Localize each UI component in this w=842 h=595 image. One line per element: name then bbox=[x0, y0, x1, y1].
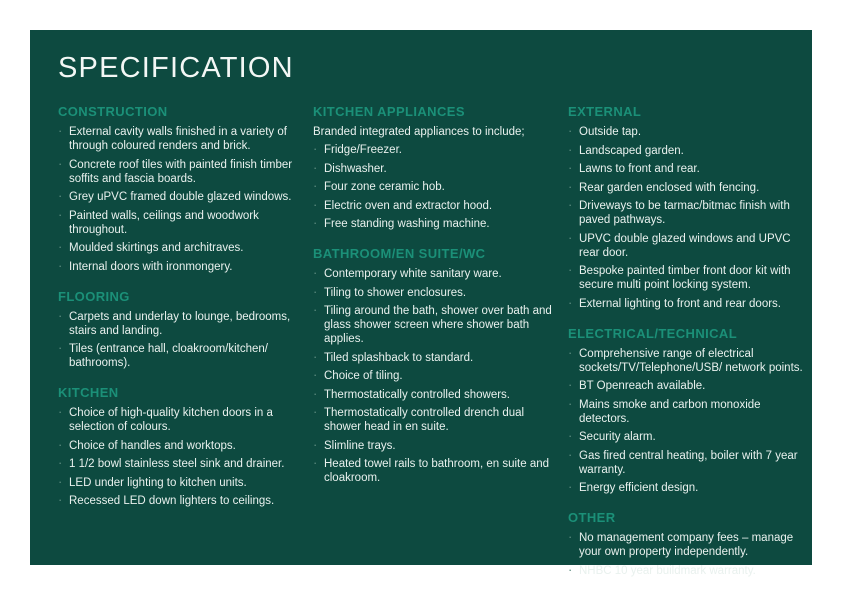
spec-item bbox=[568, 379, 807, 393]
specification-page-card bbox=[30, 30, 812, 577]
spec-item bbox=[568, 395, 807, 426]
bullet-icon: · bbox=[313, 367, 318, 383]
spec-item bbox=[568, 229, 807, 260]
spec-item bbox=[313, 159, 552, 176]
spec-item-text: Gas fired central heating, boiler with 7 year warranty. bbox=[579, 449, 798, 476]
spec-item bbox=[313, 406, 552, 434]
spec-item bbox=[568, 561, 807, 578]
bullet-icon: · bbox=[568, 178, 573, 194]
bullet-icon: · bbox=[313, 159, 318, 175]
spec-item-text: Choice of handles and worktops. bbox=[69, 439, 236, 452]
bullet-icon: · bbox=[313, 141, 318, 157]
bullet-icon: · bbox=[568, 446, 573, 462]
spec-item bbox=[313, 267, 552, 281]
spec-item-text: Landscaped garden. bbox=[579, 144, 684, 157]
spec-item bbox=[58, 241, 297, 255]
spec-item bbox=[313, 348, 552, 365]
spec-item-text: Bespoke painted timber front door kit with secure multi point locking system. bbox=[579, 265, 791, 292]
bullet-icon: · bbox=[313, 283, 318, 299]
bullet-icon: · bbox=[58, 492, 63, 508]
spec-item-text: Tiling around the bath, shower over bath and glass shower screen where shower bath applies. bbox=[324, 305, 552, 346]
spec-item-text: Choice of tiling. bbox=[324, 370, 403, 383]
bullet-icon: · bbox=[568, 428, 573, 444]
spec-item-text: Lawns to front and rear. bbox=[579, 163, 700, 176]
spec-list bbox=[58, 125, 297, 274]
spec-item bbox=[313, 369, 552, 383]
spec-column-1 bbox=[58, 104, 297, 523]
spec-section bbox=[58, 385, 297, 508]
bullet-icon: · bbox=[58, 239, 63, 255]
section-heading: KITCHEN APPLIANCES bbox=[313, 104, 465, 120]
spec-item-text: Grey uPVC framed double glazed windows. bbox=[69, 191, 292, 204]
spec-item bbox=[313, 436, 552, 453]
spec-item bbox=[568, 344, 807, 375]
spec-item-text: Driveways to be tarmac/bitmac finish with paved pathways. bbox=[579, 200, 790, 227]
spec-item bbox=[568, 531, 807, 559]
spec-item bbox=[58, 473, 297, 490]
bullet-icon: · bbox=[568, 294, 573, 310]
spec-column-2 bbox=[313, 104, 552, 500]
spec-item-text: External lighting to front and rear doors. bbox=[579, 297, 782, 310]
spec-item bbox=[568, 178, 807, 195]
spec-item bbox=[313, 180, 552, 194]
spec-list bbox=[58, 307, 297, 371]
bullet-icon: · bbox=[568, 529, 573, 545]
spec-item bbox=[568, 162, 807, 176]
spec-item bbox=[58, 307, 297, 338]
spec-item-text: Outside tap. bbox=[579, 126, 642, 139]
bullet-icon: · bbox=[313, 385, 318, 401]
spec-list bbox=[313, 267, 552, 485]
bullet-icon: · bbox=[313, 436, 318, 452]
spec-item-text: Thermostatically controlled drench dual shower head in en suite. bbox=[324, 407, 525, 434]
bullet-icon: · bbox=[568, 141, 573, 157]
spec-item-text: Fridge/Freezer. bbox=[324, 144, 402, 157]
spec-item bbox=[58, 190, 297, 204]
spec-item bbox=[58, 406, 297, 434]
spec-item-text: Choice of high-quality kitchen doors in a selection of colours. bbox=[69, 407, 273, 434]
spec-item-text: Slimline trays. bbox=[324, 439, 396, 452]
spec-section bbox=[568, 510, 807, 578]
section-heading: ELECTRICAL/TECHNICAL bbox=[568, 325, 738, 341]
spec-item-text: Moulded skirtings and architraves. bbox=[69, 242, 244, 255]
spec-section bbox=[568, 326, 807, 496]
spec-item bbox=[58, 155, 297, 186]
spec-item-text: Contemporary white sanitary ware. bbox=[324, 268, 502, 281]
bullet-icon: · bbox=[58, 155, 63, 171]
spec-item bbox=[568, 125, 807, 139]
section-heading: OTHER bbox=[568, 510, 616, 526]
bullet-icon: · bbox=[58, 404, 63, 420]
bullet-icon: · bbox=[568, 123, 573, 139]
spec-item-text: Energy efficient design. bbox=[579, 482, 699, 495]
bullet-icon: · bbox=[568, 561, 573, 577]
bullet-icon: · bbox=[313, 215, 318, 231]
bullet-icon: · bbox=[568, 262, 573, 278]
bullet-icon: · bbox=[58, 455, 63, 471]
bullet-icon: · bbox=[58, 206, 63, 222]
spec-list bbox=[313, 143, 552, 231]
spec-item bbox=[58, 206, 297, 237]
bullet-icon: · bbox=[568, 197, 573, 213]
bullet-icon: · bbox=[568, 160, 573, 176]
spec-list bbox=[58, 406, 297, 508]
spec-item-text: Internal doors with ironmongery. bbox=[69, 260, 233, 273]
spec-column-3 bbox=[568, 104, 807, 593]
spec-list bbox=[568, 125, 807, 311]
spec-item bbox=[58, 494, 297, 508]
section-heading: BATHROOM/EN SUITE/WC bbox=[313, 246, 486, 262]
columns bbox=[58, 104, 803, 593]
section-heading: FLOORING bbox=[58, 288, 130, 304]
spec-item-text: Recessed LED down lighters to ceilings. bbox=[69, 495, 275, 508]
spec-section bbox=[313, 246, 552, 485]
spec-item bbox=[58, 457, 297, 471]
spec-item-text: Tiling to shower enclosures. bbox=[324, 286, 467, 299]
spec-item-text: Mains smoke and carbon monoxide detectors. bbox=[579, 398, 761, 425]
bullet-icon: · bbox=[568, 344, 573, 360]
spec-item bbox=[568, 446, 807, 477]
spec-section bbox=[313, 104, 552, 231]
spec-item-text: Rear garden enclosed with fencing. bbox=[579, 181, 760, 194]
spec-item bbox=[313, 457, 552, 485]
spec-item-text: BT Openreach available. bbox=[579, 380, 706, 393]
spec-item-text: Security alarm. bbox=[579, 431, 656, 444]
bullet-icon: · bbox=[568, 395, 573, 411]
spec-item-text: Electric oven and extractor hood. bbox=[324, 199, 493, 212]
spec-item-text: Tiles (entrance hall, cloakroom/kitchen/ bathrooms). bbox=[69, 343, 268, 370]
spec-item bbox=[313, 217, 552, 231]
spec-item-text: Dishwasher. bbox=[324, 162, 387, 175]
spec-item bbox=[568, 294, 807, 311]
bullet-icon: · bbox=[568, 377, 573, 393]
spec-item-text: Carpets and underlay to lounge, bedrooms, stairs and landing. bbox=[69, 310, 291, 337]
bullet-icon: · bbox=[58, 436, 63, 452]
spec-item-text: NHBC 10 year buildmark warranty. bbox=[579, 564, 756, 577]
spec-item bbox=[313, 304, 552, 346]
bullet-icon: · bbox=[313, 302, 318, 318]
spec-item bbox=[58, 257, 297, 274]
spec-item-text: External cavity walls finished in a variety of through coloured renders and brick. bbox=[69, 126, 287, 153]
bullet-icon: · bbox=[58, 340, 63, 356]
bullet-icon: · bbox=[313, 455, 318, 471]
bullet-icon: · bbox=[58, 188, 63, 204]
spec-item bbox=[58, 436, 297, 453]
spec-item-text: Four zone ceramic hob. bbox=[324, 181, 445, 194]
spec-list bbox=[568, 531, 807, 578]
spec-item bbox=[568, 264, 807, 292]
bullet-icon: · bbox=[313, 348, 318, 364]
page-title: SPECIFICATION bbox=[58, 52, 294, 84]
spec-item bbox=[313, 385, 552, 402]
spec-item-text: LED under lighting to kitchen units. bbox=[69, 476, 247, 489]
spec-item-text: Tiled splashback to standard. bbox=[324, 351, 474, 364]
bullet-icon: · bbox=[58, 307, 63, 323]
bullet-icon: · bbox=[58, 257, 63, 273]
spec-section bbox=[58, 104, 297, 274]
spec-item bbox=[313, 196, 552, 213]
bullet-icon: · bbox=[313, 196, 318, 212]
spec-item-text: Painted walls, ceilings and woodwork throughout. bbox=[69, 209, 259, 236]
spec-section bbox=[568, 104, 807, 311]
bullet-icon: · bbox=[568, 479, 573, 495]
bullet-icon: · bbox=[313, 178, 318, 194]
spec-item-text: UPVC double glazed windows and UPVC rear door. bbox=[579, 232, 791, 259]
spec-item-text: 1 1/2 bowl stainless steel sink and drainer. bbox=[69, 458, 285, 471]
section-heading: CONSTRUCTION bbox=[58, 104, 168, 120]
bullet-icon: · bbox=[568, 229, 573, 245]
spec-item-text: No management company fees – manage your own property independently. bbox=[579, 532, 794, 559]
spec-item-text: Concrete roof tiles with painted finish timber soffits and fascia boards. bbox=[69, 158, 293, 185]
spec-section bbox=[58, 289, 297, 371]
section-intro: Branded integrated appliances to include; bbox=[313, 126, 525, 139]
section-heading: EXTERNAL bbox=[568, 104, 642, 120]
section-heading: KITCHEN bbox=[58, 385, 119, 401]
bullet-icon: · bbox=[313, 404, 318, 420]
spec-item bbox=[313, 143, 552, 157]
spec-item bbox=[568, 481, 807, 495]
spec-item-text: Heated towel rails to bathroom, en suite and cloakroom. bbox=[324, 458, 550, 485]
spec-item bbox=[568, 199, 807, 227]
spec-item bbox=[313, 283, 552, 300]
spec-item bbox=[568, 141, 807, 158]
spec-list bbox=[568, 344, 807, 496]
spec-item bbox=[58, 342, 297, 370]
bullet-icon: · bbox=[58, 123, 63, 139]
spec-item-text: Comprehensive range of electrical sockets/TV/Telephone/USB/ network points. bbox=[579, 347, 803, 374]
spec-item bbox=[568, 430, 807, 444]
spec-item bbox=[58, 125, 297, 153]
bullet-icon: · bbox=[58, 473, 63, 489]
spec-item-text: Free standing washing machine. bbox=[324, 218, 490, 231]
bullet-icon: · bbox=[313, 265, 318, 281]
spec-item-text: Thermostatically controlled showers. bbox=[324, 388, 510, 401]
